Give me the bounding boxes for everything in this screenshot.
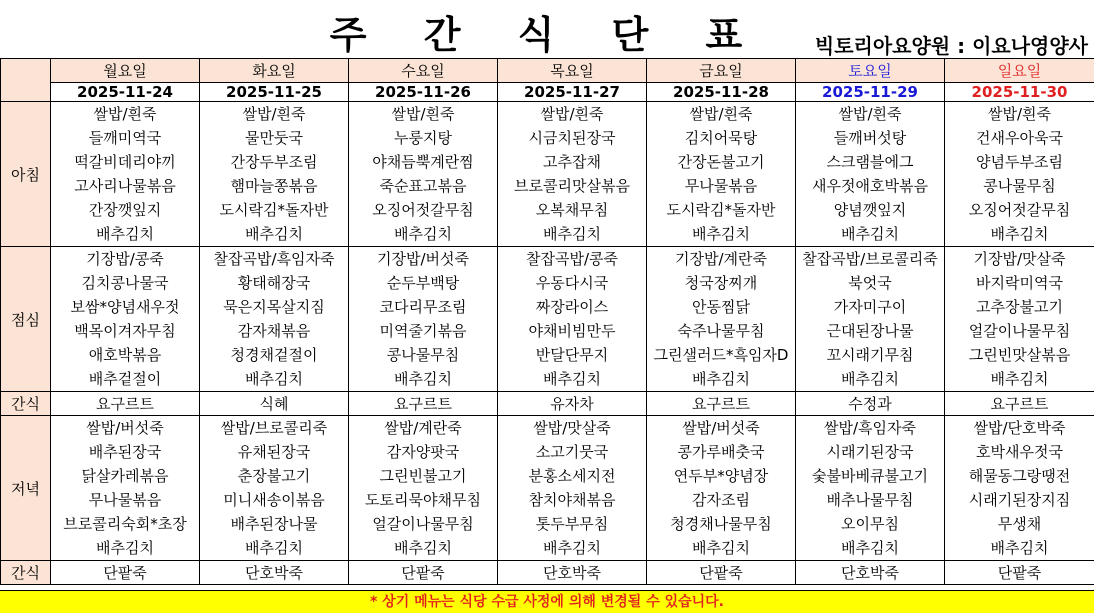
menu-item: 스크램블에그 <box>796 150 944 174</box>
menu-item: 배추김치 <box>200 222 348 246</box>
menu-item: 쌀밥/맛살죽 <box>498 416 646 440</box>
date-cell: 2025-11-27 <box>498 83 647 102</box>
menu-item: 배추된장나물 <box>200 512 348 536</box>
menu-item: 해물동그랑땡전 <box>945 464 1094 488</box>
menu-item: 쌀밥/흰죽 <box>796 102 944 126</box>
menu-item: 기장밥/계란죽 <box>647 247 795 271</box>
menu-item: 고추잡채 <box>498 150 646 174</box>
meal-row-breakfast <box>1 102 1094 247</box>
menu-item: 배추김치 <box>945 367 1094 391</box>
menu-item: 짜장라이스 <box>498 295 646 319</box>
menu-item: 배추김치 <box>796 222 944 246</box>
snack-label: 간식 <box>1 561 51 585</box>
snack-cell: 단호박죽 <box>200 561 349 585</box>
menu-item: 감자조림 <box>647 488 795 512</box>
menu-item: 콩나물무침 <box>349 343 497 367</box>
menu-item: 미역줄기볶음 <box>349 319 497 343</box>
meal-label: 저녁 <box>1 416 51 561</box>
date-cell: 2025-11-24 <box>51 83 200 102</box>
menu-item: 감자채볶음 <box>200 319 348 343</box>
menu-item: 묵은지목살지짐 <box>200 295 348 319</box>
menu-item: 무나물볶음 <box>51 488 199 512</box>
day-header: 목요일 <box>498 59 647 83</box>
menu-item: 배추김치 <box>349 536 497 560</box>
menu-item: 배추김치 <box>647 222 795 246</box>
menu-cell <box>200 247 349 392</box>
snack-cell: 요구르트 <box>51 392 200 416</box>
menu-item: 김치콩나물국 <box>51 271 199 295</box>
menu-item: 죽순표고볶음 <box>349 174 497 198</box>
menu-cell <box>200 102 349 247</box>
menu-item: 들깨버섯탕 <box>796 126 944 150</box>
menu-item: 안동찜닭 <box>647 295 795 319</box>
menu-item: 찰잡곡밥/콩죽 <box>498 247 646 271</box>
menu-item: 그린샐러드*흑임자D <box>647 343 795 367</box>
snack-cell: 단호박죽 <box>796 561 945 585</box>
date-cell: 2025-11-25 <box>200 83 349 102</box>
menu-item: 북엇국 <box>796 271 944 295</box>
menu-item: 미니새송이볶음 <box>200 488 348 512</box>
menu-item: 브로콜리숙회*초장 <box>51 512 199 536</box>
menu-item: 배추김치 <box>796 536 944 560</box>
menu-item: 쌀밥/브로콜리죽 <box>200 416 348 440</box>
menu-item: 쌀밥/흰죽 <box>498 102 646 126</box>
menu-item: 바지락미역국 <box>945 271 1094 295</box>
menu-item: 코다리무조림 <box>349 295 497 319</box>
menu-item: 고사리나물볶음 <box>51 174 199 198</box>
menu-cell <box>51 247 200 392</box>
menu-item: 쌀밥/흰죽 <box>945 102 1094 126</box>
menu-item: 기장밥/콩죽 <box>51 247 199 271</box>
menu-cell <box>349 247 498 392</box>
menu-item: 배추김치 <box>200 367 348 391</box>
menu-item: 순두부백탕 <box>349 271 497 295</box>
menu-cell <box>349 102 498 247</box>
menu-item: 쌀밥/흰죽 <box>647 102 795 126</box>
menu-item: 배추김치 <box>349 367 497 391</box>
menu-item: 보쌈*양념새우젓 <box>51 295 199 319</box>
menu-item: 닭살카레볶음 <box>51 464 199 488</box>
menu-item: 배추김치 <box>945 222 1094 246</box>
date-cell: 2025-11-26 <box>349 83 498 102</box>
menu-item: 애호박볶음 <box>51 343 199 367</box>
snack-cell: 요구르트 <box>945 392 1094 416</box>
menu-item: 도시락김*돌자반 <box>200 198 348 222</box>
weekly-menu-table <box>0 58 1094 585</box>
menu-item: 반달단무지 <box>498 343 646 367</box>
menu-item: 찰잡곡밥/브로콜리죽 <box>796 247 944 271</box>
corner-cell <box>1 59 51 102</box>
menu-item: 오징어젓갈무침 <box>349 198 497 222</box>
menu-item: 춘장불고기 <box>200 464 348 488</box>
menu-item: 야채비빔만두 <box>498 319 646 343</box>
snack-label: 간식 <box>1 392 51 416</box>
menu-cell <box>796 102 945 247</box>
menu-item: 그린빈맛살볶음 <box>945 343 1094 367</box>
date-cell: 2025-11-29 <box>796 83 945 102</box>
menu-item: 황태해장국 <box>200 271 348 295</box>
day-header: 화요일 <box>200 59 349 83</box>
menu-item: 콩나물무침 <box>945 174 1094 198</box>
menu-item: 새우젓애호박볶음 <box>796 174 944 198</box>
menu-cell <box>51 416 200 561</box>
menu-item: 누룽지탕 <box>349 126 497 150</box>
menu-item: 소고기뭇국 <box>498 440 646 464</box>
menu-item: 기장밥/맛살죽 <box>945 247 1094 271</box>
snack-cell: 단팥죽 <box>647 561 796 585</box>
menu-cell <box>647 247 796 392</box>
snack-row-snack2 <box>1 561 1094 585</box>
menu-item: 오복채무침 <box>498 198 646 222</box>
menu-item: 김치어묵탕 <box>647 126 795 150</box>
snack-cell: 단팥죽 <box>51 561 200 585</box>
menu-item: 배추김치 <box>51 536 199 560</box>
day-header: 월요일 <box>51 59 200 83</box>
menu-item: 배추김치 <box>498 367 646 391</box>
menu-item: 참치야채볶음 <box>498 488 646 512</box>
menu-cell <box>51 102 200 247</box>
menu-cell <box>647 102 796 247</box>
menu-item: 연두부*양념장 <box>647 464 795 488</box>
snack-cell: 식혜 <box>200 392 349 416</box>
snack-row-snack1 <box>1 392 1094 416</box>
menu-item: 무나물볶음 <box>647 174 795 198</box>
menu-item: 숙주나물무침 <box>647 319 795 343</box>
menu-cell <box>200 416 349 561</box>
menu-item: 백목이겨자무침 <box>51 319 199 343</box>
day-header: 금요일 <box>647 59 796 83</box>
date-cell: 2025-11-30 <box>945 83 1094 102</box>
menu-item: 유채된장국 <box>200 440 348 464</box>
menu-item: 간장두부조림 <box>200 150 348 174</box>
menu-item: 햄마늘쫑볶음 <box>200 174 348 198</box>
menu-item: 배추된장국 <box>51 440 199 464</box>
menu-item: 쌀밥/흰죽 <box>51 102 199 126</box>
menu-cell <box>945 247 1094 392</box>
snack-cell: 단호박죽 <box>498 561 647 585</box>
day-header: 일요일 <box>945 59 1094 83</box>
menu-item: 콩가루배춧국 <box>647 440 795 464</box>
snack-cell: 단팥죽 <box>349 561 498 585</box>
menu-item: 브로콜리맛살볶음 <box>498 174 646 198</box>
menu-item: 간장깻잎지 <box>51 198 199 222</box>
menu-cell <box>796 416 945 561</box>
menu-item: 양념깻잎지 <box>796 198 944 222</box>
menu-item: 배추김치 <box>349 222 497 246</box>
menu-item: 무생채 <box>945 512 1094 536</box>
day-header-row <box>1 59 1094 83</box>
menu-item: 배추김치 <box>51 222 199 246</box>
menu-item: 청경채나물무침 <box>647 512 795 536</box>
menu-item: 오징어젓갈무침 <box>945 198 1094 222</box>
menu-item: 청경채겉절이 <box>200 343 348 367</box>
menu-item: 얼갈이나물무침 <box>349 512 497 536</box>
snack-cell: 유자차 <box>498 392 647 416</box>
menu-item: 배추김치 <box>498 536 646 560</box>
menu-cell <box>796 247 945 392</box>
menu-item: 쌀밥/단호박죽 <box>945 416 1094 440</box>
menu-item: 꼬시래기무침 <box>796 343 944 367</box>
menu-item: 배추김치 <box>647 367 795 391</box>
meal-label: 아침 <box>1 102 51 247</box>
day-header: 토요일 <box>796 59 945 83</box>
snack-cell: 단팥죽 <box>945 561 1094 585</box>
menu-item: 쌀밥/버섯죽 <box>51 416 199 440</box>
menu-item: 배추나물무침 <box>796 488 944 512</box>
page-title: 주 간 식 단 표 <box>0 4 1094 59</box>
menu-item: 배추김치 <box>647 536 795 560</box>
menu-item: 떡갈비데리야끼 <box>51 150 199 174</box>
menu-item: 쌀밥/흑임자죽 <box>796 416 944 440</box>
menu-cell <box>498 102 647 247</box>
menu-item: 쌀밥/흰죽 <box>349 102 497 126</box>
menu-item: 물만둣국 <box>200 126 348 150</box>
menu-item: 시래기된장지짐 <box>945 488 1094 512</box>
menu-item: 양념두부조림 <box>945 150 1094 174</box>
menu-item: 시래기된장국 <box>796 440 944 464</box>
menu-item: 들깨미역국 <box>51 126 199 150</box>
menu-item: 그린빈불고기 <box>349 464 497 488</box>
menu-item: 근대된장나물 <box>796 319 944 343</box>
menu-item: 숯불바베큐불고기 <box>796 464 944 488</box>
snack-cell: 요구르트 <box>647 392 796 416</box>
menu-cell <box>498 247 647 392</box>
menu-item: 청국장찌개 <box>647 271 795 295</box>
menu-item: 배추겉절이 <box>51 367 199 391</box>
menu-item: 쌀밥/계란죽 <box>349 416 497 440</box>
menu-item: 고추장불고기 <box>945 295 1094 319</box>
meal-row-dinner <box>1 416 1094 561</box>
date-row <box>1 83 1094 102</box>
menu-item: 가자미구이 <box>796 295 944 319</box>
day-header: 수요일 <box>349 59 498 83</box>
change-notice: * 상기 메뉴는 식당 수급 사정에 의해 변경될 수 있습니다. <box>0 590 1094 613</box>
title-bar <box>0 0 1094 59</box>
menu-cell <box>349 416 498 561</box>
menu-item: 분홍소세지전 <box>498 464 646 488</box>
date-cell: 2025-11-28 <box>647 83 796 102</box>
menu-item: 배추김치 <box>200 536 348 560</box>
menu-item: 오이무침 <box>796 512 944 536</box>
menu-item: 우동다시국 <box>498 271 646 295</box>
menu-item: 배추김치 <box>945 536 1094 560</box>
menu-item: 야채듬뿍계란찜 <box>349 150 497 174</box>
menu-item: 도시락김*돌자반 <box>647 198 795 222</box>
menu-cell <box>498 416 647 561</box>
menu-item: 쌀밥/버섯죽 <box>647 416 795 440</box>
menu-item: 톳두부무침 <box>498 512 646 536</box>
menu-item: 감자양팟국 <box>349 440 497 464</box>
menu-item: 배추김치 <box>796 367 944 391</box>
menu-cell <box>945 102 1094 247</box>
menu-item: 간장돈불고기 <box>647 150 795 174</box>
menu-item: 건새우아욱국 <box>945 126 1094 150</box>
menu-item: 찰잡곡밥/흑임자죽 <box>200 247 348 271</box>
snack-cell: 수정과 <box>796 392 945 416</box>
facility-label: 빅토리아요양원 : 이요나영양사 <box>815 30 1088 59</box>
menu-item: 도토리묵야채무침 <box>349 488 497 512</box>
menu-item: 배추김치 <box>498 222 646 246</box>
menu-item: 시금치된장국 <box>498 126 646 150</box>
menu-item: 호박새우젓국 <box>945 440 1094 464</box>
meal-row-lunch <box>1 247 1094 392</box>
menu-cell <box>945 416 1094 561</box>
menu-item: 얼갈이나물무침 <box>945 319 1094 343</box>
meal-label: 점심 <box>1 247 51 392</box>
menu-item: 쌀밥/흰죽 <box>200 102 348 126</box>
menu-cell <box>647 416 796 561</box>
snack-cell: 요구르트 <box>349 392 498 416</box>
menu-item: 기장밥/버섯죽 <box>349 247 497 271</box>
